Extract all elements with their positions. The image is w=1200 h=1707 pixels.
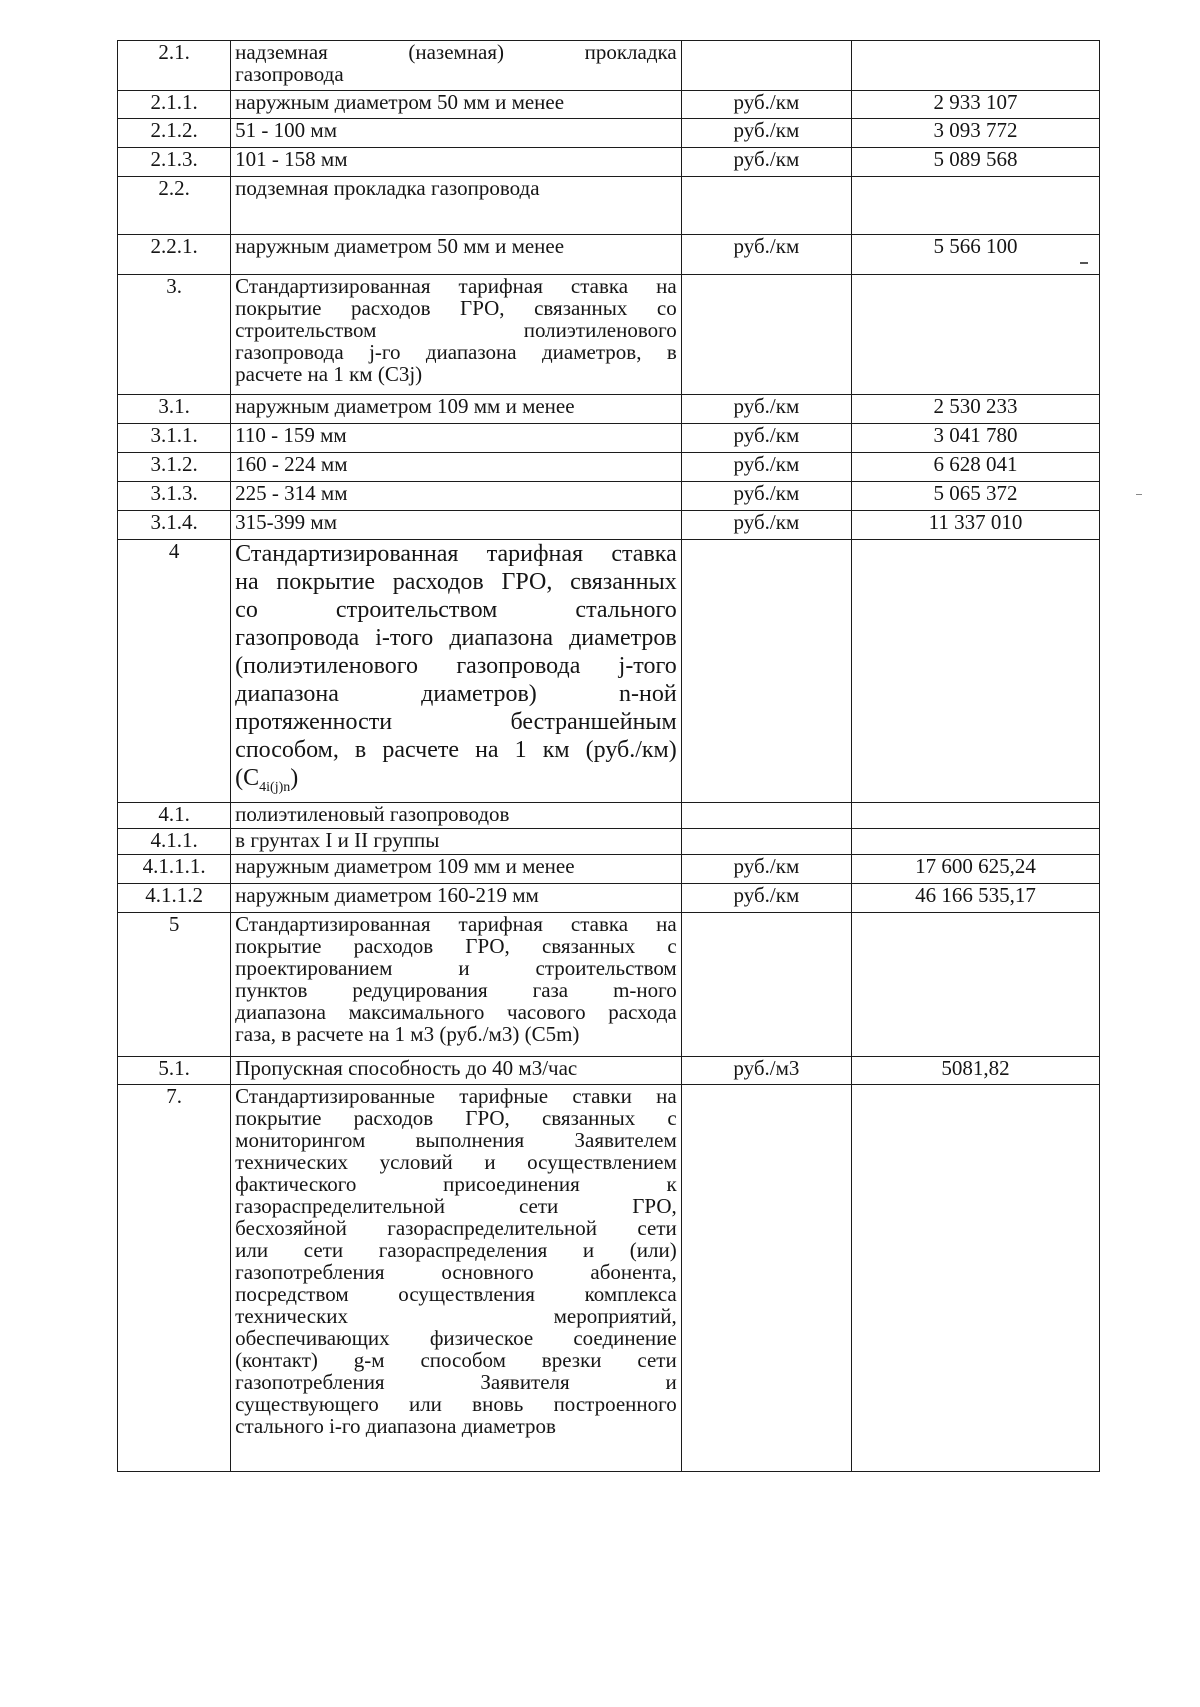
row-unit: руб./км	[681, 91, 851, 119]
description-line: покрытие расходов ГРО, связанных с	[235, 1105, 677, 1130]
row-number: 4.1.1.	[118, 828, 231, 854]
row-value: 6 628 041	[852, 453, 1100, 482]
description-line: газопровода i-того диапазона диаметров	[235, 625, 677, 651]
description-line: (контакт) g-м способом врезки сети	[235, 1347, 677, 1372]
row-unit: руб./км	[681, 883, 851, 912]
table-row	[118, 482, 1100, 511]
description-line: 110 - 159 мм	[235, 423, 347, 447]
description-line: проектированием и строительством	[235, 955, 677, 980]
description-line: посредством осуществления комплекса	[235, 1281, 677, 1306]
table-row	[118, 883, 1100, 912]
row-description	[231, 275, 682, 395]
row-value	[852, 912, 1100, 1056]
row-number: 2.1.	[118, 41, 231, 91]
table-row	[118, 912, 1100, 1056]
row-number: 3.	[118, 275, 231, 395]
description-line: на покрытие расходов ГРО, связанных	[235, 569, 677, 595]
description-line: технических мероприятий,	[235, 1303, 677, 1328]
description-line: наружным диаметром 50 мм и менее	[235, 234, 565, 258]
scan-mark	[1080, 262, 1088, 264]
row-description	[231, 453, 682, 482]
description-line: 51 - 100 мм	[235, 118, 337, 142]
row-value: 11 337 010	[852, 511, 1100, 540]
description-line: наружным диаметром 109 мм и менее	[235, 394, 575, 418]
row-value: 5 089 568	[852, 148, 1100, 177]
row-unit	[681, 540, 851, 803]
table-row	[118, 1056, 1100, 1084]
row-number: 2.2.1.	[118, 235, 231, 275]
row-number: 3.1.3.	[118, 482, 231, 511]
row-number: 4.1.1.2	[118, 883, 231, 912]
row-unit	[681, 802, 851, 828]
scan-mark	[1136, 494, 1142, 495]
row-unit: руб./км	[681, 235, 851, 275]
description-line: строительством полиэтиленового	[235, 318, 677, 342]
row-description	[231, 119, 682, 148]
row-unit: руб./км	[681, 482, 851, 511]
row-number: 2.2.	[118, 177, 231, 235]
description-line: или сети газораспределения и (или)	[235, 1237, 677, 1262]
row-unit	[681, 275, 851, 395]
row-number: 3.1.2.	[118, 453, 231, 482]
row-description	[231, 828, 682, 854]
description-line: Стандартизированная тарифная ставка на	[235, 912, 677, 936]
row-number: 4.1.	[118, 802, 231, 828]
table-row	[118, 540, 1100, 803]
table-row	[118, 511, 1100, 540]
row-number: 5.1.	[118, 1056, 231, 1084]
description-line: (полиэтиленового газопровода j-того	[235, 653, 677, 679]
formula-symbol	[235, 764, 677, 802]
row-description	[231, 1056, 682, 1084]
row-value: 3 093 772	[852, 119, 1100, 148]
row-description	[231, 540, 682, 803]
description-line: пунктов редуцирования газа m-ного	[235, 977, 677, 1002]
description-line: фактического присоединения к	[235, 1171, 677, 1196]
description-line: в грунтах I и II группы	[235, 828, 440, 852]
row-number: 4.1.1.1.	[118, 854, 231, 883]
description-line: протяженности бестраншейным	[235, 709, 677, 735]
row-number: 3.1.4.	[118, 511, 231, 540]
table-row	[118, 275, 1100, 395]
row-description	[231, 482, 682, 511]
row-unit	[681, 1084, 851, 1471]
row-value	[852, 802, 1100, 828]
row-number: 5	[118, 912, 231, 1056]
row-value: 2 530 233	[852, 395, 1100, 424]
row-unit: руб./км	[681, 119, 851, 148]
description-line: наружным диаметром 160-219 мм	[235, 883, 539, 907]
table-row	[118, 453, 1100, 482]
row-description	[231, 511, 682, 540]
row-number: 4	[118, 540, 231, 803]
table-row	[118, 177, 1100, 235]
description-line: газораспределительной сети ГРО,	[235, 1193, 677, 1218]
row-description	[231, 177, 682, 235]
description-line: газа, в расчете на 1 м3 (руб./м3) (C5m)	[235, 1021, 580, 1046]
table-row	[118, 424, 1100, 453]
description-line: Стандартизированная тарифная ставка на	[235, 274, 677, 298]
row-unit: руб./км	[681, 148, 851, 177]
formula-symbol-close: )	[290, 765, 299, 791]
description-line: подземная прокладка газопровода	[235, 176, 540, 200]
description-line: 101 - 158 мм	[235, 147, 348, 171]
row-description	[231, 854, 682, 883]
row-description	[231, 1084, 682, 1471]
description-line: мониторингом выполнения Заявителем	[235, 1127, 677, 1152]
row-number: 2.1.3.	[118, 148, 231, 177]
tariff-table	[117, 40, 1100, 1472]
row-description	[231, 235, 682, 275]
row-unit: руб./м3	[681, 1056, 851, 1084]
description-line: бесхозяйной газораспределительной сети	[235, 1215, 677, 1240]
table-row	[118, 41, 1100, 91]
table-row	[118, 828, 1100, 854]
row-unit	[681, 912, 851, 1056]
table-row	[118, 119, 1100, 148]
description-line: существующего или вновь построенного	[235, 1391, 677, 1416]
description-line: диапазона диаметров) n-ной	[235, 681, 677, 707]
description-line: расчете на 1 км (C3j)	[235, 362, 423, 386]
row-value	[852, 828, 1100, 854]
row-description	[231, 802, 682, 828]
row-unit	[681, 828, 851, 854]
description-line: газопотребления Заявителя и	[235, 1369, 677, 1394]
row-value	[852, 1084, 1100, 1471]
description-line: полиэтиленовый газопроводов	[235, 802, 510, 826]
row-value	[852, 177, 1100, 235]
row-unit	[681, 177, 851, 235]
description-line: газопровода	[235, 62, 344, 86]
row-number: 3.1.	[118, 395, 231, 424]
table-row	[118, 854, 1100, 883]
description-line: Стандартизированная тарифная ставка	[235, 541, 677, 567]
row-value	[852, 41, 1100, 91]
row-value: 46 166 535,17	[852, 883, 1100, 912]
description-line: газопровода j-го диапазона диаметров, в	[235, 340, 677, 364]
row-value: 5 566 100	[852, 235, 1100, 275]
row-number: 3.1.1.	[118, 424, 231, 453]
row-description	[231, 883, 682, 912]
row-unit	[681, 41, 851, 91]
table-row	[118, 1084, 1100, 1471]
row-description	[231, 41, 682, 91]
row-unit: руб./км	[681, 854, 851, 883]
description-line: 225 - 314 мм	[235, 481, 348, 505]
row-description	[231, 912, 682, 1056]
description-line: диапазона максимального часового расхода	[235, 999, 677, 1024]
row-number: 7.	[118, 1084, 231, 1471]
table-row	[118, 91, 1100, 119]
table-row	[118, 395, 1100, 424]
description-line: надземная (наземная) прокладка	[235, 40, 677, 64]
description-line: технических условий и осуществлением	[235, 1149, 677, 1174]
description-line: газопотребления основного абонента,	[235, 1259, 677, 1284]
description-line: Пропускная способность до 40 м3/час	[235, 1056, 578, 1080]
formula-symbol-base: (C	[235, 765, 260, 791]
row-unit: руб./км	[681, 453, 851, 482]
description-line: обеспечивающих физическое соединение	[235, 1325, 677, 1350]
row-number: 2.1.1.	[118, 91, 231, 119]
row-value: 3 041 780	[852, 424, 1100, 453]
row-value	[852, 275, 1100, 395]
description-line: покрытие расходов ГРО, связанных с	[235, 933, 677, 958]
row-value: 5081,82	[852, 1056, 1100, 1084]
description-line: способом, в расчете на 1 км (руб./км)	[235, 737, 677, 763]
description-line: стального i-го диапазона диаметров	[235, 1413, 556, 1438]
table-row	[118, 235, 1100, 275]
row-description	[231, 148, 682, 177]
row-number: 2.1.2.	[118, 119, 231, 148]
row-value	[852, 540, 1100, 803]
row-value: 17 600 625,24	[852, 854, 1100, 883]
description-line: 160 - 224 мм	[235, 452, 348, 476]
row-description	[231, 395, 682, 424]
formula-symbol-subscript: 4i(j)n	[259, 779, 291, 795]
row-unit: руб./км	[681, 511, 851, 540]
row-description	[231, 424, 682, 453]
row-value: 2 933 107	[852, 91, 1100, 119]
description-line: 315-399 мм	[235, 510, 337, 534]
description-line: наружным диаметром 50 мм и менее	[235, 90, 565, 114]
row-value: 5 065 372	[852, 482, 1100, 511]
row-unit: руб./км	[681, 424, 851, 453]
description-line: Стандартизированные тарифные ставки на	[235, 1084, 677, 1108]
row-unit: руб./км	[681, 395, 851, 424]
description-line: со строительством стального	[235, 597, 677, 623]
table-row	[118, 802, 1100, 828]
description-line: покрытие расходов ГРО, связанных со	[235, 296, 677, 320]
row-description	[231, 91, 682, 119]
description-line: наружным диаметром 109 мм и менее	[235, 854, 575, 878]
table-row	[118, 148, 1100, 177]
